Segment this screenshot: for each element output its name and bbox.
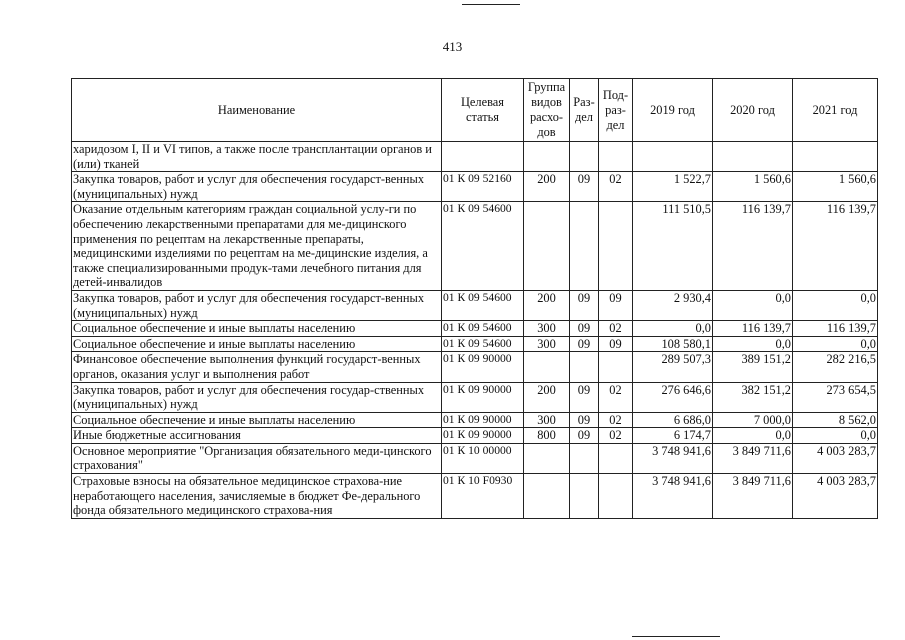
- cell-2020: 116 139,7: [713, 321, 793, 337]
- table-row: [72, 142, 878, 172]
- cell-2021: 0,0: [793, 290, 878, 320]
- cell-2021: [793, 142, 878, 172]
- cell-2021: 8 562,0: [793, 412, 878, 428]
- cell-2020: 3 849 711,6: [713, 474, 793, 519]
- cell-group: [524, 443, 570, 473]
- cell-section: 09: [570, 172, 599, 202]
- cell-section: 09: [570, 321, 599, 337]
- cell-2019: 6 174,7: [633, 428, 713, 444]
- cell-section: [570, 202, 599, 291]
- cell-group: 200: [524, 290, 570, 320]
- cell-2021: 4 003 283,7: [793, 474, 878, 519]
- cell-2021: 273 654,5: [793, 382, 878, 412]
- cell-2019: 108 580,1: [633, 336, 713, 352]
- table-row: [72, 428, 878, 444]
- cell-code: 01 К 09 54600: [442, 290, 524, 320]
- bottom-rule: [632, 636, 720, 637]
- cell-group: 200: [524, 382, 570, 412]
- cell-subsection: 02: [599, 382, 633, 412]
- cell-subsection: 02: [599, 412, 633, 428]
- header-group: Группа видов расхо-дов: [524, 79, 570, 142]
- cell-section: 09: [570, 290, 599, 320]
- cell-section: [570, 474, 599, 519]
- cell-section: 09: [570, 428, 599, 444]
- cell-name: Закупка товаров, работ и услуг для обеспечения государст-венных (муниципальных) нужд: [72, 290, 442, 320]
- header-section: Раз-дел: [570, 79, 599, 142]
- cell-name: харидозом I, II и VI типов, а также после трансплантации органов и (или) тканей: [72, 142, 442, 172]
- cell-code: 01 К 09 90000: [442, 382, 524, 412]
- cell-2021: 4 003 283,7: [793, 443, 878, 473]
- cell-code: 01 К 10 F0930: [442, 474, 524, 519]
- cell-code: 01 К 09 90000: [442, 428, 524, 444]
- cell-section: 09: [570, 336, 599, 352]
- cell-name: Основное мероприятие "Организация обязательного меди-цинского страхования": [72, 443, 442, 473]
- cell-group: [524, 474, 570, 519]
- cell-subsection: [599, 443, 633, 473]
- cell-group: 800: [524, 428, 570, 444]
- cell-2020: 116 139,7: [713, 202, 793, 291]
- table-row: [72, 202, 878, 291]
- cell-section: [570, 352, 599, 382]
- cell-2019: 289 507,3: [633, 352, 713, 382]
- cell-code: 01 К 09 54600: [442, 321, 524, 337]
- cell-subsection: 02: [599, 172, 633, 202]
- cell-group: [524, 352, 570, 382]
- cell-2020: 0,0: [713, 428, 793, 444]
- cell-2020: 0,0: [713, 336, 793, 352]
- table-row: [72, 336, 878, 352]
- cell-name: Социальное обеспечение и иные выплаты населению: [72, 412, 442, 428]
- cell-subsection: 02: [599, 428, 633, 444]
- cell-section: [570, 142, 599, 172]
- cell-2021: 0,0: [793, 336, 878, 352]
- header-subsection: Под-раз-дел: [599, 79, 633, 142]
- budget-table: [71, 78, 878, 519]
- cell-subsection: [599, 202, 633, 291]
- cell-2019: 111 510,5: [633, 202, 713, 291]
- cell-2020: 3 849 711,6: [713, 443, 793, 473]
- cell-group: 300: [524, 336, 570, 352]
- header-2019: 2019 год: [633, 79, 713, 142]
- cell-2019: [633, 142, 713, 172]
- cell-group: 300: [524, 412, 570, 428]
- cell-name: Страховые взносы на обязательное медицинское страхова-ние неработающего населения, зачисляемые в бюджет Фе-дерального фонда обязательного медицинского страхова-ния: [72, 474, 442, 519]
- cell-2019: 3 748 941,6: [633, 443, 713, 473]
- cell-2020: [713, 142, 793, 172]
- cell-name: Закупка товаров, работ и услуг для обеспечения государст-венных (муниципальных) нужд: [72, 172, 442, 202]
- cell-2021: 282 216,5: [793, 352, 878, 382]
- cell-name: Социальное обеспечение и иные выплаты населению: [72, 336, 442, 352]
- page-number: 413: [442, 39, 463, 54]
- cell-2021: 116 139,7: [793, 202, 878, 291]
- cell-2021: 1 560,6: [793, 172, 878, 202]
- table-row: [72, 290, 878, 320]
- table-row: [72, 321, 878, 337]
- cell-code: 01 К 09 54600: [442, 336, 524, 352]
- cell-name: Закупка товаров, работ и услуг для обеспечения государ-ственных (муниципальных) нужд: [72, 382, 442, 412]
- cell-group: 300: [524, 321, 570, 337]
- table-row: [72, 382, 878, 412]
- cell-code: 01 К 09 54600: [442, 202, 524, 291]
- cell-2019: 2 930,4: [633, 290, 713, 320]
- cell-subsection: [599, 352, 633, 382]
- header-code: Целевая статья: [442, 79, 524, 142]
- cell-subsection: [599, 142, 633, 172]
- table-row: [72, 352, 878, 382]
- top-rule: [462, 4, 520, 5]
- header-name: Наименование: [72, 79, 442, 142]
- cell-section: 09: [570, 412, 599, 428]
- cell-2020: 389 151,2: [713, 352, 793, 382]
- header-2021: 2021 год: [793, 79, 878, 142]
- cell-name: Иные бюджетные ассигнования: [72, 428, 442, 444]
- cell-2020: 382 151,2: [713, 382, 793, 412]
- cell-code: [442, 142, 524, 172]
- cell-2019: 276 646,6: [633, 382, 713, 412]
- cell-subsection: 02: [599, 321, 633, 337]
- cell-2020: 0,0: [713, 290, 793, 320]
- cell-2019: 3 748 941,6: [633, 474, 713, 519]
- cell-code: 01 К 10 00000: [442, 443, 524, 473]
- cell-name: Оказание отдельным категориям граждан социальной услу-ги по обеспечению лекарственными препаратами для ме-дицинского применения по рецептам на лекарственные препараты, медицинскими изделиями по рецептам на ме-дицинские изделия, а также специализированными продук-тами лечебного питания для детей-инвалидов: [72, 202, 442, 291]
- cell-2020: 1 560,6: [713, 172, 793, 202]
- cell-2021: 116 139,7: [793, 321, 878, 337]
- cell-2020: 7 000,0: [713, 412, 793, 428]
- header-2020: 2020 год: [713, 79, 793, 142]
- table-row: [72, 172, 878, 202]
- cell-code: 01 К 09 52160: [442, 172, 524, 202]
- cell-2019: 0,0: [633, 321, 713, 337]
- table-row: [72, 412, 878, 428]
- cell-name: Финансовое обеспечение выполнения функций государст-венных органов, оказания услуг и выполнения работ: [72, 352, 442, 382]
- table-body: [72, 142, 878, 519]
- table-header-row: [72, 79, 878, 142]
- cell-section: 09: [570, 382, 599, 412]
- cell-2019: 6 686,0: [633, 412, 713, 428]
- cell-subsection: 09: [599, 290, 633, 320]
- cell-code: 01 К 09 90000: [442, 352, 524, 382]
- cell-group: [524, 202, 570, 291]
- cell-subsection: [599, 474, 633, 519]
- cell-2019: 1 522,7: [633, 172, 713, 202]
- table-row: [72, 474, 878, 519]
- cell-2021: 0,0: [793, 428, 878, 444]
- cell-name: Социальное обеспечение и иные выплаты населению: [72, 321, 442, 337]
- cell-code: 01 К 09 90000: [442, 412, 524, 428]
- table-row: [72, 443, 878, 473]
- cell-subsection: 09: [599, 336, 633, 352]
- cell-group: 200: [524, 172, 570, 202]
- cell-group: [524, 142, 570, 172]
- cell-section: [570, 443, 599, 473]
